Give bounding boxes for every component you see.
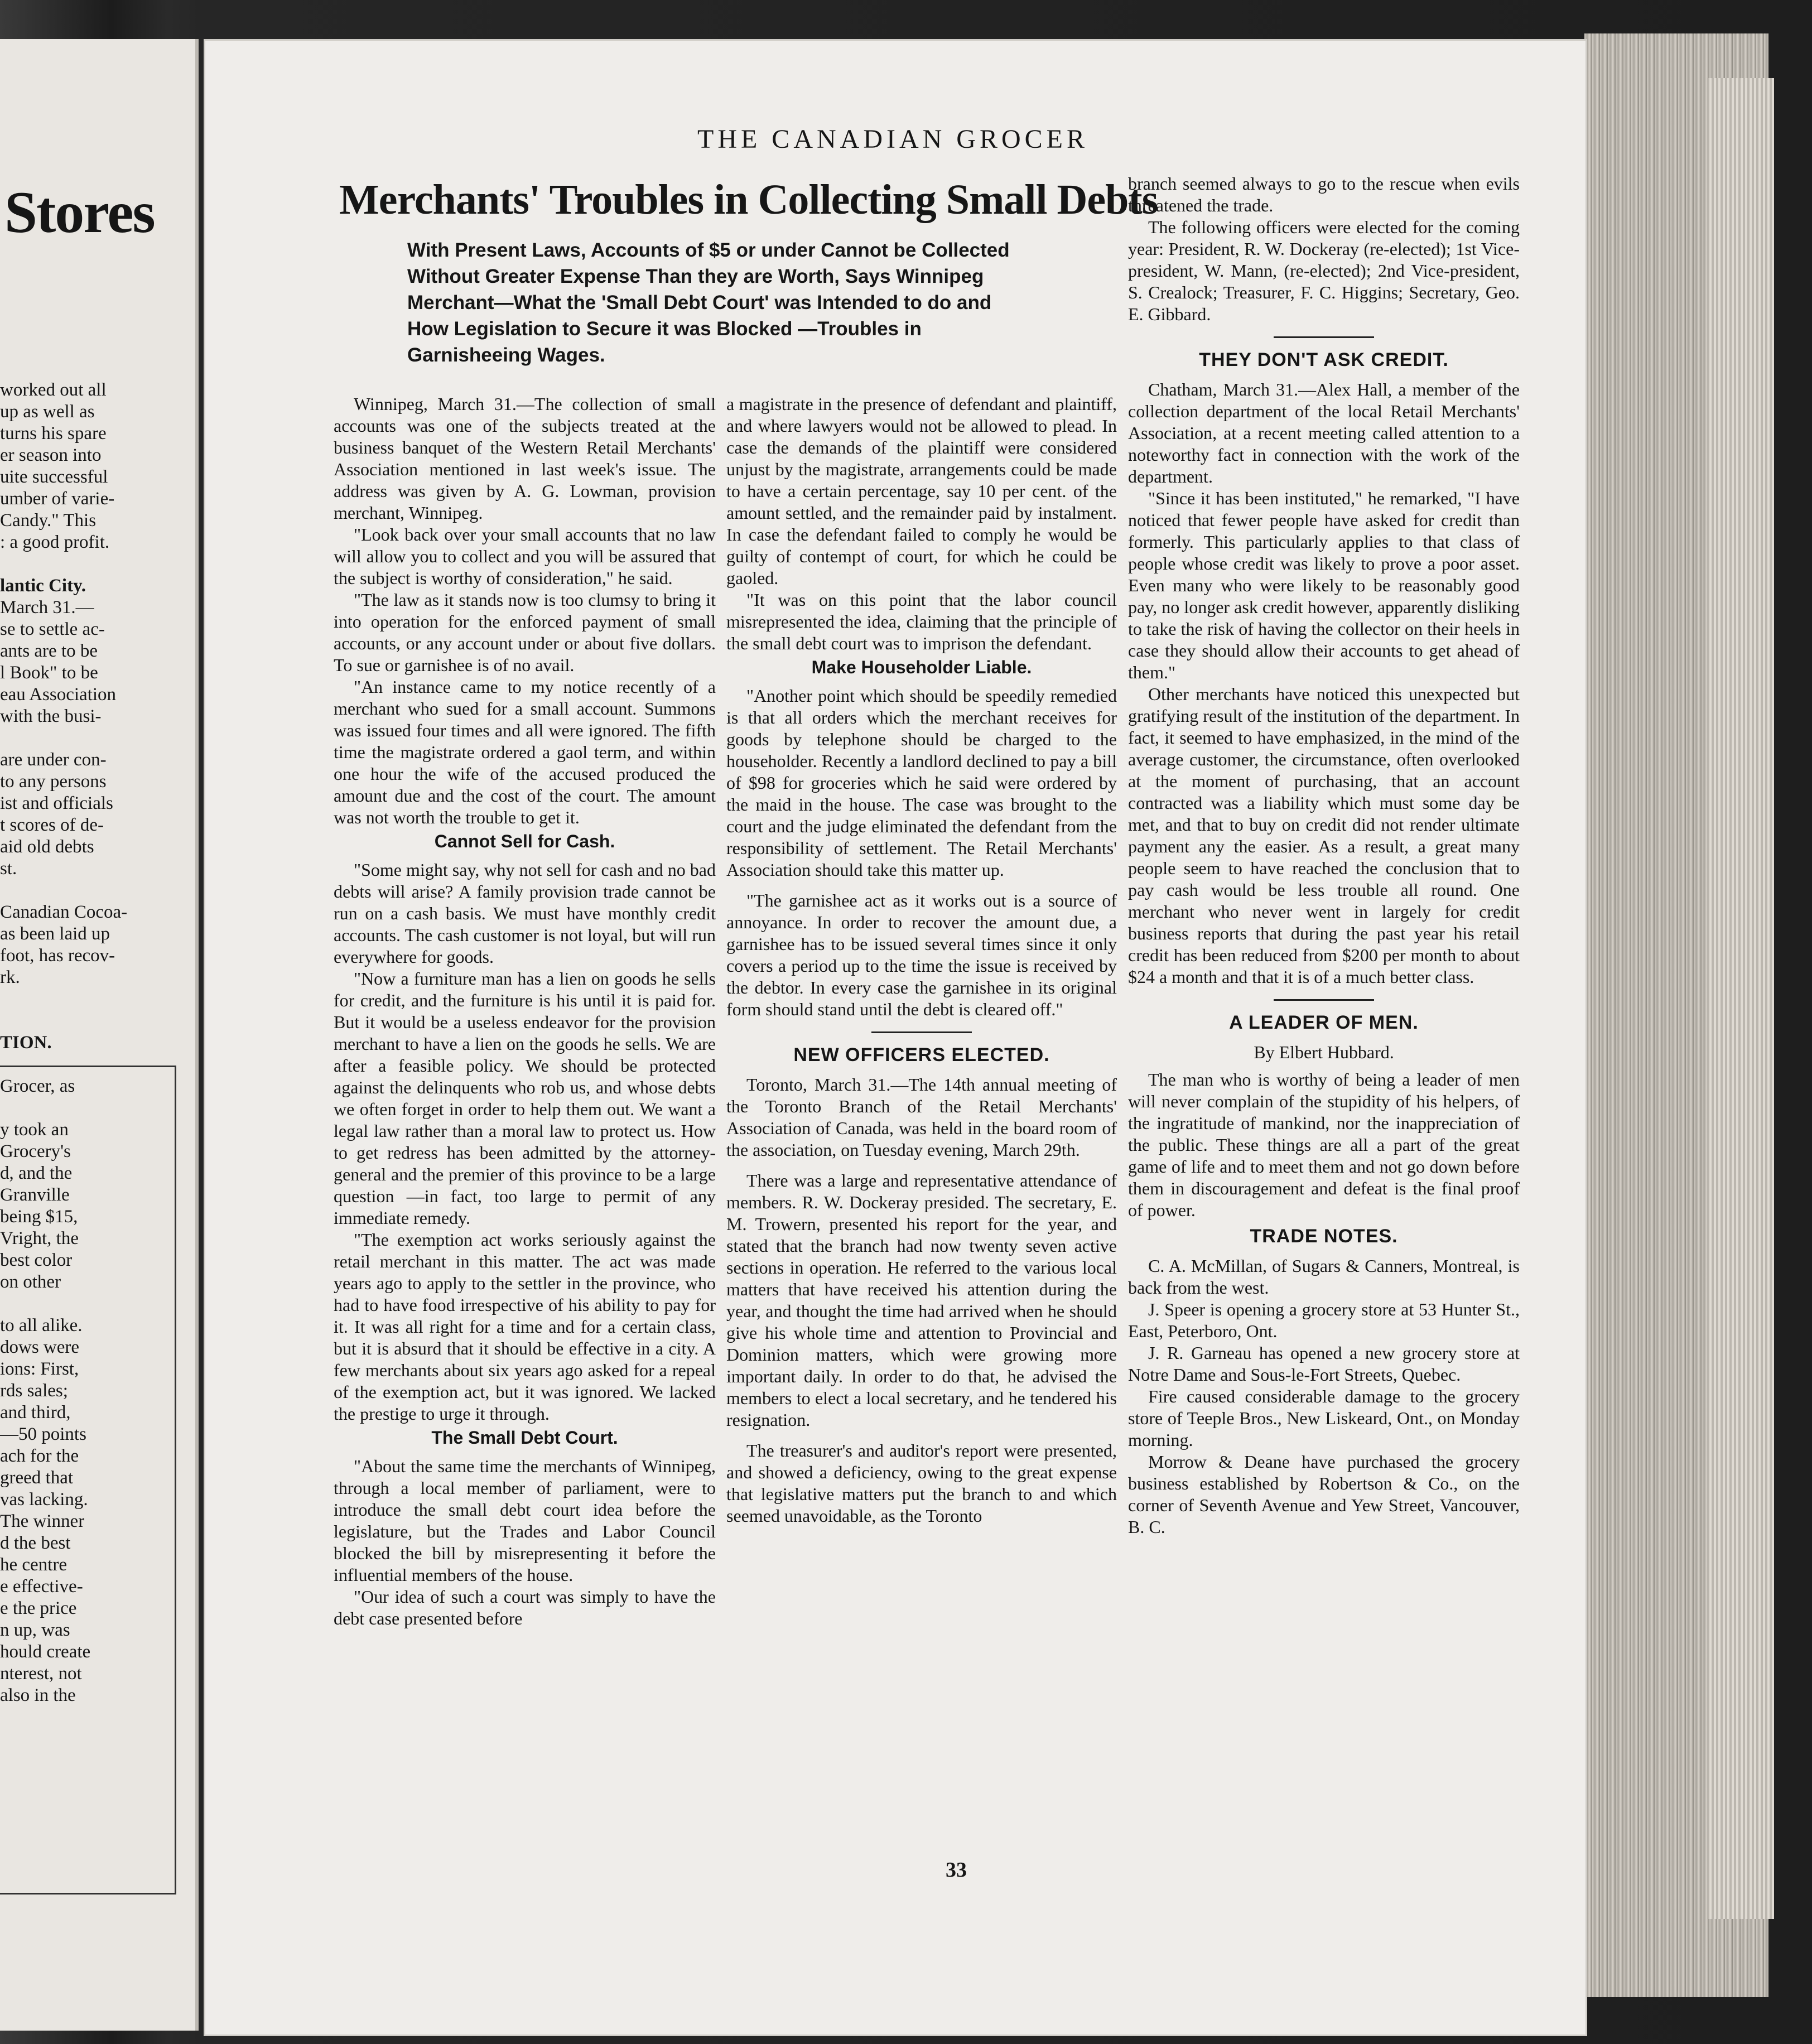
heading-they-dont-ask-credit: THEY DON'T ASK CREDIT.: [1199, 349, 1449, 370]
left-page-line: : a good profit.: [0, 532, 110, 552]
column-3: [1128, 173, 1520, 1538]
paragraph: "Another point which should be speedily remedied is that all orders which the merchant receives for goods by telephone should be charged to the householder. Recently a landlord declined to pay a bill of $98 for groceries which he said were ordered by the maid in the house. The case was brought to the court and the judge eliminated the defendant from the responsibility of settlement. The Retail Merchants' Association should take this matter up.: [726, 686, 1117, 880]
left-page-line: ions: First,: [0, 1359, 79, 1379]
paragraph: The man who is worthy of being a leader of men will never complain of the stupidity of his helpers, of the ingratitude of mankind, nor the inappreciation of the public. These things are all a part of the great game of life and to meet them and not go down before them in discouragement and defeat is the final proof of power.: [1128, 1069, 1520, 1220]
left-page-line: rds sales;: [0, 1381, 68, 1401]
paragraph: "The garnishee act as it works out is a source of annoyance. In order to recover the amount due, a garnishee has to be issued several times since it only covers a period up to the time the issue is received by the debtor. In every case the garnishee in its original form should stand until the debt is cleared off.": [726, 890, 1117, 1019]
heading-new-officers: NEW OFFICERS ELECTED.: [793, 1044, 1050, 1066]
paragraph: "About the same time the merchants of Winnipeg, through a local member of parliament, were to introduce the small debt court idea before the legislature, but the Trades and Labor Council blocked the bill by misrepresenting it before the influential members of the house.: [334, 1456, 716, 1585]
left-page-line: ist and officials: [0, 793, 113, 813]
left-page-line: d, and the: [0, 1163, 73, 1183]
left-page-line: also in the: [0, 1685, 76, 1705]
paragraph: a magistrate in the presence of defendant and plaintiff, and where lawyers would not be allowed to plead. In case the demands of the plaintiff were considered unjust by the magistrate, arrangements could be made to have a certain percentage, say 10 per cent. of the amount settled, and the remainder paid by instalment. In case the defendant failed to comply he would be guilty of contempt of court, for which he could be gaoled.: [726, 394, 1117, 588]
left-page-line: umber of varie-: [0, 489, 115, 509]
left-page-line: up as well as: [0, 402, 95, 422]
left-page-line: to all alike.: [0, 1315, 83, 1336]
left-page-line: he centre: [0, 1555, 67, 1575]
paragraph: "It was on this point that the labor council misrepresented the idea, claiming that the principle of the small debt court was to imprison the defendant.: [726, 590, 1117, 653]
byline: By Elbert Hubbard.: [1254, 1042, 1394, 1062]
left-page-line: with the busi-: [0, 706, 102, 726]
subheading-cannot-sell: Cannot Sell for Cash.: [434, 831, 615, 851]
left-page-line: March 31.—: [0, 597, 94, 618]
page-number: 33: [946, 1858, 967, 1882]
left-page-line: TION.: [0, 1033, 52, 1053]
left-page-line: Candy." This: [0, 510, 97, 531]
left-page-line: hould create: [0, 1642, 91, 1662]
paragraph: "The exemption act works seriously against the retail merchant in this matter. The act was made years ago to apply to the settler in the province, who had to have food irrespective of his ability to pay for it. It was all right for a time and for a certain class, but it is absurd that it should be effective in a city. A few merchants about six years ago asked for a repeal of the exemption act, but it was ignored. We lacked the prestige to urge it through.: [334, 1230, 716, 1424]
left-page-line: —50 points: [0, 1424, 86, 1444]
left-page-line: st.: [0, 859, 17, 879]
paragraph: The treasurer's and auditor's report were presented, and showed a deficiency, owing to the great expense that legislative matters put the branch to and which seemed unavoidable, as the Toronto: [726, 1440, 1117, 1526]
left-page-line: aid old debts: [0, 837, 94, 857]
heading-leader-of-men: A LEADER OF MEN.: [1229, 1012, 1419, 1033]
left-page-line: foot, has recov-: [0, 946, 115, 966]
heading-trade-notes: TRADE NOTES.: [1250, 1226, 1398, 1247]
section-rule: [871, 1031, 972, 1033]
left-page-line: worked out all: [0, 380, 107, 400]
paragraph: Chatham, March 31.—Alex Hall, a member of the collection department of the local Retail Merchants' Association, at a recent meeting called attention to a noteworthy fact in connection with the work of the department.: [1128, 379, 1520, 486]
section-rule: [1274, 336, 1374, 338]
left-page-title: Stores: [4, 180, 155, 245]
left-page-line: e the price: [0, 1598, 77, 1618]
left-page-line: t scores of de-: [0, 815, 104, 835]
left-page-line: lantic City.: [0, 576, 86, 596]
column-1: [334, 393, 716, 1630]
left-page-line: Grocery's: [0, 1141, 71, 1161]
left-page-line: Vright, the: [0, 1228, 79, 1248]
left-page-line: eau Association: [0, 684, 117, 705]
left-page-line: rk.: [0, 967, 20, 987]
headline: Merchants' Troubles in Collecting Small Debts: [339, 176, 1158, 223]
left-page-line: ants are to be: [0, 641, 98, 661]
paragraph: J. R. Garneau has opened a new grocery store at Notre Dame and Sous-le-Fort Streets, Quebec.: [1128, 1343, 1520, 1385]
paragraph: Toronto, March 31.—The 14th annual meeting of the Toronto Branch of the Retail Merchants' Association of Canada, was held in the board room of the association, on Tuesday evening, March 29th.: [726, 1074, 1117, 1160]
paragraph: Winnipeg, March 31.—The collection of small accounts was one of the subjects treated at the business banquet of the Western Retail Merchants' Association mentioned in last week's issue. The address was given by A. G. Lowman, provision merchant, Winnipeg.: [334, 394, 716, 523]
left-page-line: l Book" to be: [0, 663, 98, 683]
masthead: THE CANADIAN GROCER: [697, 124, 1088, 154]
paragraph: There was a large and representative attendance of members. R. W. Dockeray presided. The secretary, E. M. Trowern, presented his report for the year, and stated that the branch had now twenty seven active sections in operation. He referred to the various local matters that have received his attention during the year, and thought the time had arrived when he should give his whole time and attention to Provincial and Dominion matters, which were growing more important daily. In order to do that, he advised the members to elect a local secretary, and he tendered his resignation.: [726, 1170, 1117, 1430]
left-page-line: are under con-: [0, 750, 107, 770]
paragraph: Morrow & Deane have purchased the grocery business established by Robertson & Co., on the corner of Seventh Avenue and Yew Street, Vancouver, B. C.: [1128, 1452, 1520, 1537]
left-page-line: nterest, not: [0, 1664, 82, 1684]
paragraph: J. Speer is opening a grocery store at 53 Hunter St., East, Peterboro, Ont.: [1128, 1299, 1520, 1341]
paragraph: Fire caused considerable damage to the grocery store of Teeple Bros., New Liskeard, Ont., on Monday morning.: [1128, 1386, 1520, 1450]
left-page-line: n up, was: [0, 1620, 70, 1640]
paragraph: branch seemed always to go to the rescue when evils threatened the trade.: [1128, 173, 1520, 215]
paragraph: "Some might say, why not sell for cash and no bad debts will arise? A family provision trade cannot be run on a cash basis. We must have monthly credit accounts. The cash customer is not loyal, but will run everywhere for goods.: [334, 860, 716, 967]
paragraph: Other merchants have noticed this unexpected but gratifying result of the institution of the department. In fact, it seemed to have emphasized, in the mind of the average customer, the circumstance, often overlooked at the moment of purchasing, that an account contracted was a liability which must some day be met, and that to buy on credit did not render ultimate payment any the easier. As a result, a great many people seem to have reached the conclusion that to pay cash would be less trouble all round. One merchant who never went in largely for credit business reports that during the past year his retail credit has been reduced from $200 per month to about $24 a month and that it is of a much better class.: [1128, 684, 1520, 987]
left-page-line: uite successful: [0, 467, 108, 487]
left-page-line: best color: [0, 1250, 73, 1270]
left-page-line: er season into: [0, 445, 102, 465]
left-page-line: turns his spare: [0, 423, 107, 443]
left-page-line: se to settle ac-: [0, 619, 105, 639]
left-page-line: to any persons: [0, 772, 107, 792]
left-page-line: y took an: [0, 1120, 69, 1140]
paragraph: "Since it has been instituted," he remarked, "I have noticed that fewer people have asked for credit than formerly. This particularly applies to that class of people whose credit was likely to prove a poor asset. Even many who were likely to be reasonably good pay, no longer ask credit however, apparently disliking to take the risk of having the collector on their heels in case they should allow their accounts to get ahead of them.": [1128, 488, 1520, 682]
book-binding-edge: [1707, 78, 1774, 1919]
deck-subheading: With Present Laws, Accounts of $5 or under Cannot be Collected Without Greater Expense Than they are Worth, Says Winnipeg Merchant—What the 'Small Debt Court' was Intended to do and How Legislation to Secure it was Blocked —Troubles in Garnisheeing Wages.: [407, 239, 1010, 366]
section-rule: [1274, 999, 1374, 1001]
left-page-line: e effective-: [0, 1577, 83, 1597]
paragraph: "Now a furniture man has a lien on goods he sells for credit, and the furniture is his until it is paid for. But it would be a useless endeavor for the provision merchant to have a lien on the goods he sells. We are after a feasible policy. We should be protected against the delinquents who rob us, and whose debts we often forget in order to help them out. We want a legal law rather than a moral law to protect us. How to get redress has been admitted by the attorney-general and the premier of this province to be a large question —in fact, too large to permit of any immediate remedy.: [334, 968, 716, 1228]
left-page-line: as been laid up: [0, 924, 110, 944]
paragraph: "The law as it stands now is too clumsy to bring it into operation for the enforced payment of small accounts, or any account under or about five dollars. To sue or garnishee is of no avail.: [334, 590, 716, 675]
paragraph: "Our idea of such a court was simply to have the debt case presented before: [334, 1587, 716, 1628]
left-page-fragment: [0, 39, 199, 2031]
left-page-line: Grocer, as: [0, 1076, 75, 1096]
left-page-line: The winner: [0, 1511, 85, 1531]
left-page-line: ach for the: [0, 1446, 79, 1466]
left-page-line: greed that: [0, 1468, 74, 1488]
left-page-line: vas lacking.: [0, 1489, 88, 1510]
subheading-small-debt-court: The Small Debt Court.: [431, 1428, 618, 1448]
left-page-line: and third,: [0, 1402, 71, 1423]
left-page-line: dows were: [0, 1337, 80, 1357]
left-page-line: d the best: [0, 1533, 71, 1553]
left-page-boxed-article: [0, 1066, 176, 1894]
paragraph: "Look back over your small accounts that no law will allow you to collect and you will be assured that the subject is worthy of consideration," he said.: [334, 524, 716, 588]
left-page-line: on other: [0, 1272, 61, 1292]
left-page-line: Canadian Cocoa-: [0, 902, 128, 922]
paragraph: C. A. McMillan, of Sugars & Canners, Montreal, is back from the west.: [1128, 1256, 1520, 1298]
column-2: [726, 393, 1117, 1527]
paragraph: "An instance came to my notice recently of a merchant who sued for a small account. Summons was issued four times and all were ignored. The fifth time the magistrate ordered a gaol term, and within one hour the wife of the accused produced the amount due and the cost of the court. The amount was not worth the trouble to get it.: [334, 677, 716, 827]
subheading-householder: Make Householder Liable.: [811, 657, 1032, 677]
left-page-line: being $15,: [0, 1207, 78, 1227]
left-page-line: Granville: [0, 1185, 70, 1205]
paragraph: The following officers were elected for the coming year: President, R. W. Dockeray (re-elected); 1st Vice-president, W. Mann, (re-elected); 2nd Vice-president, S. Crealock; Treasurer, F. C. Higgins; Secretary, Geo. E. Gibbard.: [1128, 217, 1520, 324]
